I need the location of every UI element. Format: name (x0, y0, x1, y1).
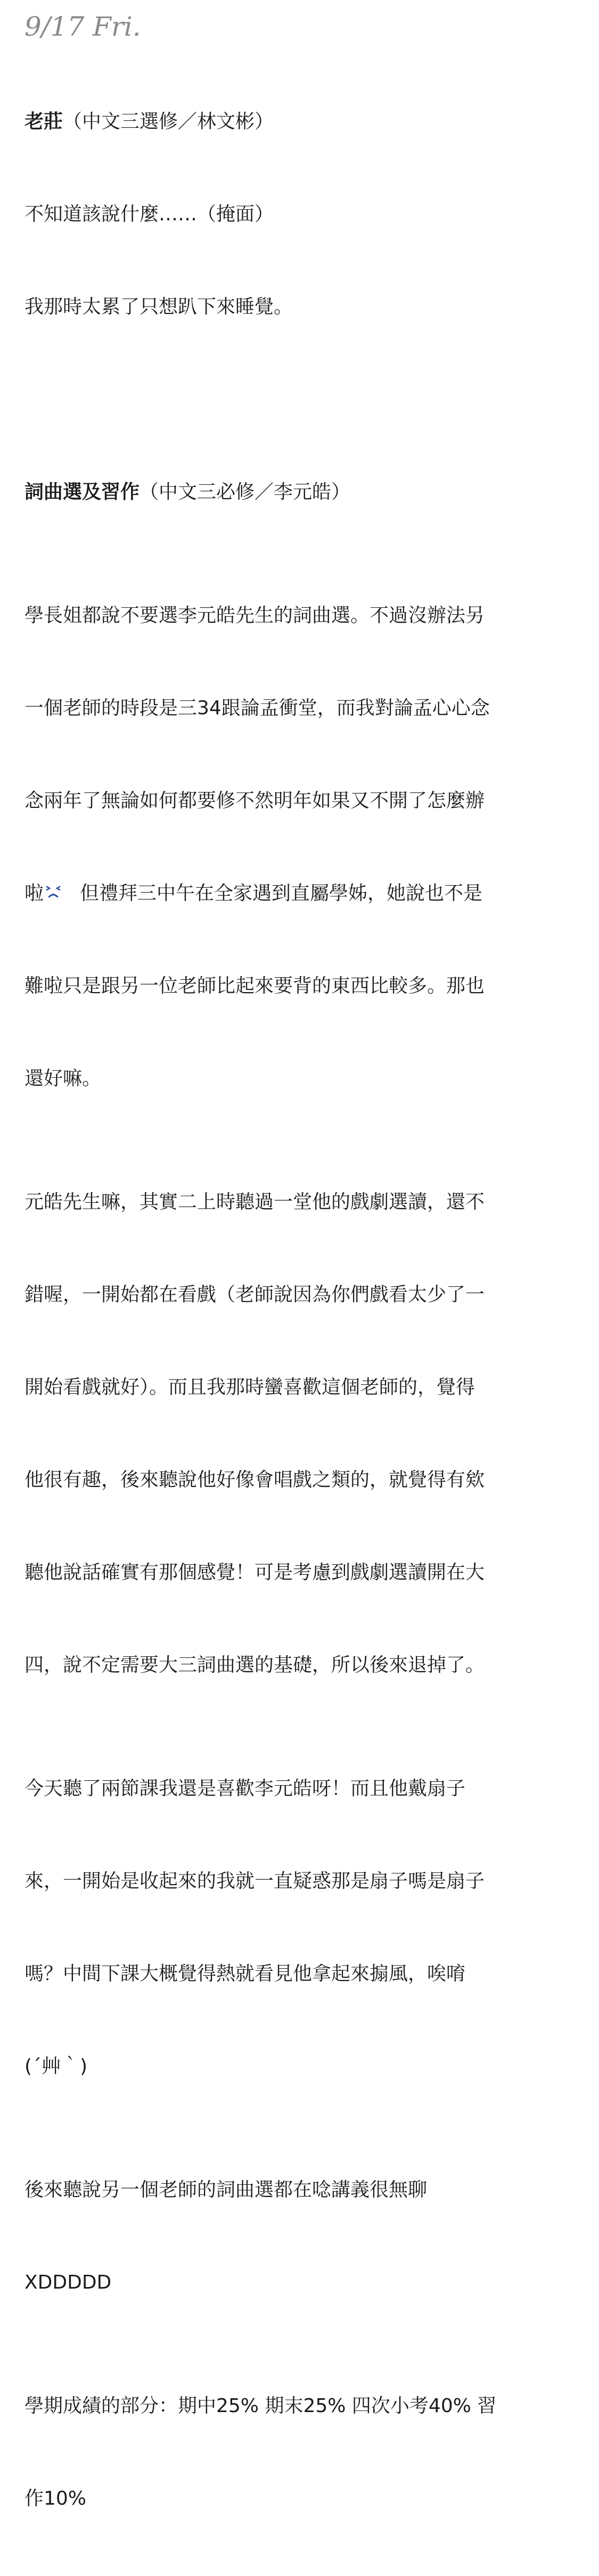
text-line: 學長姐都說不要選李元皓先生的詞曲選。不過沒辦法另 (24, 605, 485, 626)
text-line: 我那時太累了只想趴下來睡覺。 (24, 296, 293, 318)
course-header (24, 106, 557, 137)
course-ci-qu (24, 415, 557, 2576)
text-line: 念兩年了無論如何都要修不然明年如果又不開了怎麼辦 (24, 790, 485, 812)
text-line: 學期成績的部分：期中25% 期末25% 四次小考40% 習 (24, 2395, 497, 2417)
course-title: 老莊 (24, 111, 63, 133)
course-header (24, 477, 557, 508)
course-meta: （中文三選修／林文彬） (63, 111, 274, 133)
text-line: (´艸｀) (24, 2055, 88, 2077)
text-line: 難啦只是跟另一位老師比起來要背的東西比較多。那也 (24, 975, 485, 997)
text-line: 四，說不定需要大三詞曲選的基礎，所以後來退掉了。 (24, 1654, 485, 1676)
text-fragment: 但禮拜三中午在全家遇到直屬學姊，她說也不是 (80, 882, 483, 904)
course-title: 詞曲選及習作 (24, 481, 140, 503)
text-line (24, 878, 557, 909)
text-line: 錯喔，一開始都在看戲（老師說因為你們戲看太少了一 (24, 1284, 485, 1306)
frustrated-face-icon (45, 884, 62, 901)
text-line: 不知道該說什麼……（掩面） (24, 203, 274, 225)
text-line: 一個老師的時段是三34跟論孟衝堂，而我對論孟心心念 (24, 697, 490, 719)
text-line: 元皓先生嘛，其實二上時聽過一堂他的戲劇選讀，還不 (24, 1191, 485, 1213)
text-line: 他很有趣，後來聽說他好像會唱戲之類的，就覺得有欸 (24, 1469, 485, 1491)
entry-date: 9/17 Fri. (24, 11, 141, 42)
text-line: 今天聽了兩節課我還是喜歡李元皓呀！而且他戴扇子 (24, 1778, 466, 1799)
text-line: 作10% (24, 2488, 87, 2509)
text-line: 聽他說話確實有那個感覺！可是考慮到戲劇選讀開在大 (24, 1562, 485, 1583)
text-fragment: 啦 (24, 882, 44, 904)
text-line: 來，一開始是收起來的我就一直疑惑那是扇子嗎是扇子 (24, 1870, 485, 1892)
course-oldzhuang (24, 45, 557, 384)
text-line: 後來聽說另一個老師的詞曲選都在唸講義很無聊 (24, 2179, 428, 2201)
text-line: 嗎？中間下課大概覺得熱就看見他拿起來搧風，唉唷 (24, 1963, 466, 1985)
text-line: XDDDDD (24, 2272, 112, 2293)
diary-page (24, 10, 557, 2576)
paragraph-gap (24, 384, 557, 415)
text-line: 開始看戲就好）。而且我那時蠻喜歡這個老師的，覺得 (24, 1376, 475, 1398)
text-line: 還好嘛。 (24, 1068, 102, 1089)
course-meta: （中文三必修／李元皓） (140, 481, 351, 503)
